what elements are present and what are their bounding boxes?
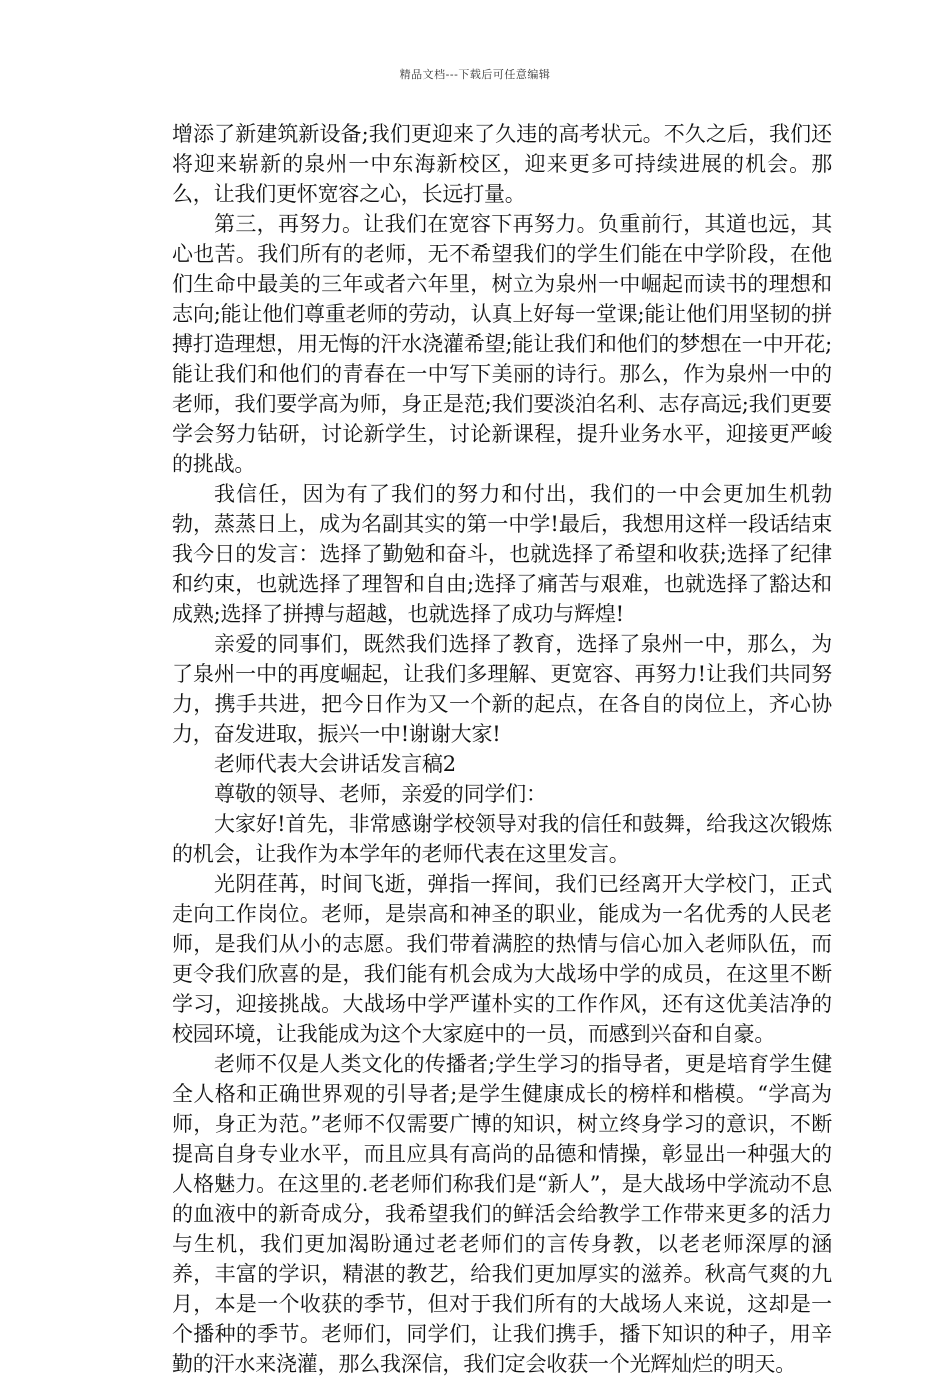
paragraph: 亲爱的同事们，既然我们选择了教育，选择了泉州一中，那么，为了泉州一中的再度崛起，让我们多理解、更宽容、再努力!让我们共同努力，携手共进，把今日作为又一个新的起点，在各自的岗位上，齐心协力，奋发进取，振兴一中!谢谢大家! <box>172 632 832 746</box>
paragraph: 第三，再努力。让我们在宽容下再努力。负重前行，其道也远，其心也苦。我们所有的老师，无不希望我们的学生们能在中学阶段，在他们生命中最美的三年或者六年里，树立为泉州一中崛起而读书的理想和志向;能让他们尊重老师的劳动，认真上好每一堂课;能让他们用坚韧的拼搏打造理想，用无悔的汗水浇灌希望;能让我们和他们的梦想在一中开花;能让我们和他们的青春在一中写下美丽的诗行。那么，作为泉州一中的老师，我们要学高为师，身正是范;我们要淡泊名利、志存高远;我们更要学会努力钻研，讨论新学生，讨论新课程，提升业务水平，迎接更严峻的挑战。 <box>172 212 832 476</box>
document-body <box>172 119 832 1379</box>
paragraph: 光阴荏苒，时间飞逝，弹指一挥间，我们已经离开大学校门，正式走向工作岗位。老师，是崇高和神圣的职业，能成为一名优秀的人民老师，是我们从小的志愿。我们带着满腔的热情与信心加入老师队伍，而更令我们欣喜的是，我们能有机会成为大战场中学的成员，在这里不断学习，迎接挑战。大战场中学严谨朴实的工作作风，还有这优美洁净的校园环境，让我能成为这个大家庭中的一员，而感到兴奋和自豪。 <box>172 872 832 1046</box>
paragraph: 我信任，因为有了我们的努力和付出，我们的一中会更加生机勃勃，蒸蒸日上，成为名副其实的第一中学!最后，我想用这样一段话结束我今日的发言：选择了勤勉和奋斗，也就选择了希望和收获;选择了纪律和约束，也就选择了理智和自由;选择了痛苦与艰难，也就选择了豁达和成熟;选择了拼搏与超越，也就选择了成功与辉煌! <box>172 482 832 626</box>
paragraph-continuation: 增添了新建筑新设备;我们更迎来了久违的高考状元。不久之后，我们还将迎来崭新的泉州一中东海新校区，迎来更多可持续进展的机会。那么，让我们更怀宽容之心，长远打量。 <box>172 122 832 206</box>
salutation: 尊敬的领导、老师，亲爱的同学们： <box>214 782 547 806</box>
paragraph: 大家好!首先，非常感谢学校领导对我的信任和鼓舞，给我这次锻炼的机会，让我作为本学年的老师代表在这里发言。 <box>172 812 832 866</box>
section-title: 老师代表大会讲话发言稿2 <box>214 752 456 776</box>
paragraph: 老师不仅是人类文化的传播者;学生学习的指导者，更是培育学生健全人格和正确世界观的引导者;是学生健康成长的榜样和楷模。“学高为师，身正为范。”老师不仅需要广博的知识，树立终身学习的意识，不断提高自身专业水平，而且应具有高尚的品德和情操，彰显出一种强大的人格魅力。在这里的.老老师们称我们是“新人”，是大战场中学流动不息的血液中的新奇成分，我希望我们的鲜活会给教学工作带来更多的活力与生机，我们更加渴盼通过老老师们的言传身教，以老老师深厚的涵养，丰富的学识，精湛的教艺，给我们更加厚实的滋养。秋高气爽的九月，本是一个收获的季节，但对于我们所有的大战场人来说，这却是一个播种的季节。老师们，同学们，让我们携手，播下知识的种子，用辛勤的汗水来浇灌，那么我深信，我们定会收获一个光辉灿烂的明天。 <box>172 1052 832 1376</box>
page-header: 精品文档---下载后可任意编辑 <box>399 68 551 81</box>
